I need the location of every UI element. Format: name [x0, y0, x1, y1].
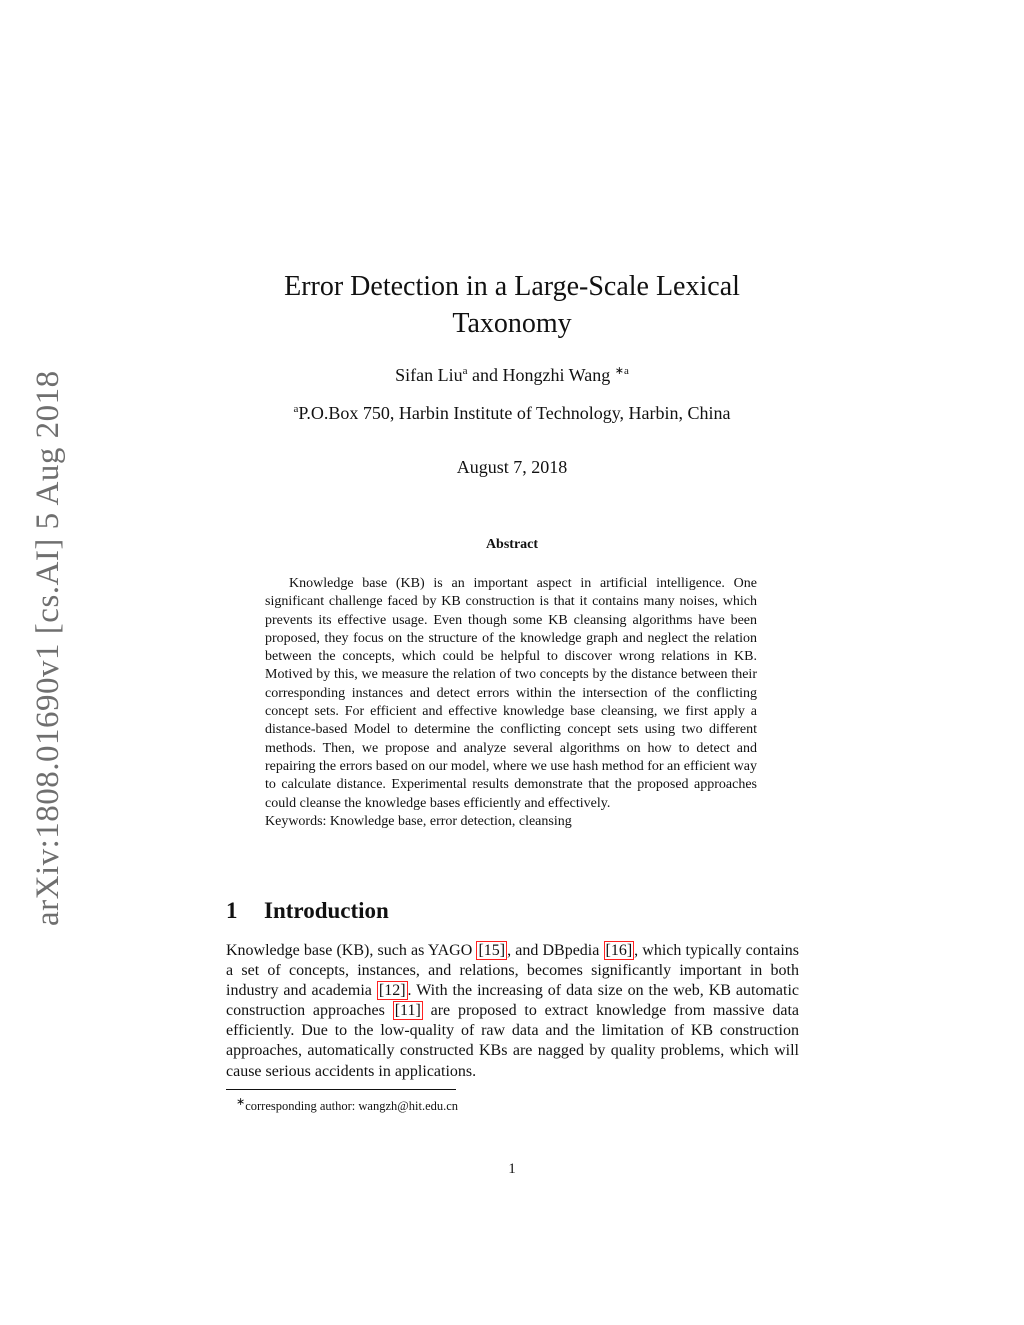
footnote-rule	[226, 1089, 456, 1090]
affil-mark: a	[293, 403, 299, 415]
citation-link[interactable]: [12]	[378, 982, 406, 1000]
section-heading	[226, 898, 389, 924]
author-name: Sifan Liu	[395, 365, 463, 385]
author-name: and Hongzhi Wang	[467, 365, 615, 385]
section-number: 1	[226, 898, 238, 923]
body-text: Knowledge base (KB), such as YAGO	[226, 942, 477, 959]
page-number: 1	[508, 1161, 516, 1177]
citation-link[interactable]: [15]	[478, 942, 506, 959]
keywords: Keywords: Knowledge base, error detection, cleansing	[265, 813, 572, 829]
body-text: are proposed to extract knowledge from massive data efficiently. Due to the low-quality of raw data and the limitation of KB construction approaches, automatically constructed KBs are nagged by quality problems, which will cause serious accidents in applications.	[226, 1002, 799, 1080]
author-affil-mark: a	[462, 365, 468, 377]
author-affil-mark: ∗a	[614, 365, 629, 377]
title-line-2: Taxonomy	[452, 308, 572, 339]
abstract-text: Knowledge base (KB) is an important aspect in artificial intelligence. One significant challenge faced by KB construction is that it contains many noises, which prevents its effective usage. Even though some KB cleansing algorithms have been proposed, they focus on the structure of the knowledge graph and neglect the relation between the concepts, which could be helpful to discover wrong relations in KB. Motived by this, we measure the relation of two concepts by the distance between their corresponding instances and detect errors within the intersection of the conflicting concept sets. For efficient and effective knowledge base cleansing, we first apply a distance-based Model to determine the conflicting concept sets using two different methods. Then, we propose and analyze several algorithms on how to detect and repairing the errors based on our model, where we use hash method for an efficient way to calculate distance. Experimental results demonstrate that the proposed approaches could cleanse the knowledge bases efficiently and effectively.	[265, 576, 757, 811]
title-line-1: Error Detection in a Large-Scale Lexical	[284, 271, 740, 302]
citation-link[interactable]: [11]	[394, 1002, 421, 1020]
footnote-mark: ∗	[236, 1096, 246, 1108]
paragraph	[226, 941, 799, 1082]
citation-link[interactable]: [16]	[605, 942, 633, 959]
author-list	[200, 364, 824, 386]
section-body	[226, 941, 799, 1082]
footnote	[236, 1095, 458, 1114]
body-text: , which typically contains a set of concepts, instances, and relations, becomes significantly important in both industry and academia	[226, 942, 799, 1000]
footnote-text: corresponding author: wangzh@hit.edu.cn	[245, 1099, 459, 1114]
affiliation-text: P.O.Box 750, Harbin Institute of Technology, Harbin, China	[298, 403, 731, 423]
abstract-heading: Abstract	[485, 537, 539, 552]
arxiv-sidebar-stamp: arXiv:1808.01690v1 [cs.AI] 5 Aug 2018	[30, 370, 66, 926]
body-text: , and DBpedia	[507, 942, 604, 959]
affiliation	[200, 403, 824, 424]
abstract-body	[265, 575, 757, 831]
body-text: . With the increasing of data size on the web, KB automatic construction approaches	[226, 982, 799, 1020]
paper-title	[200, 268, 824, 342]
section-title: Introduction	[264, 898, 389, 923]
paper-date: August 7, 2018	[456, 457, 568, 477]
